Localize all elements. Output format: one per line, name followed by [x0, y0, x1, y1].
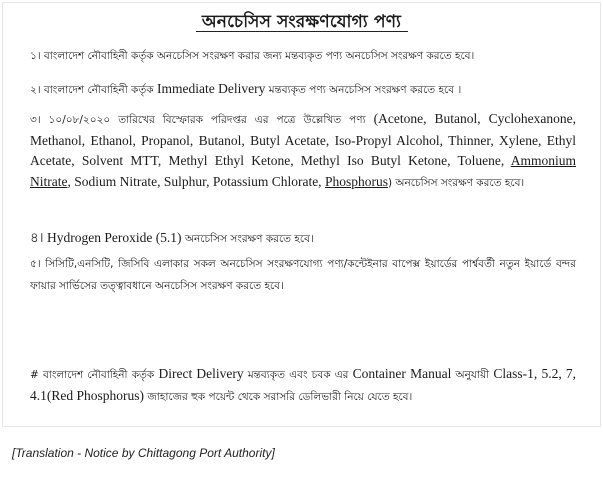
note-en-3: Class-1, 5.2, 7, 4.1(Red Phosphorus) — [30, 366, 577, 403]
item-3 — [30, 109, 576, 193]
item-2-pre: ২। বাংলাদেশ নৌবাহিনী কর্তৃক — [30, 84, 154, 96]
item-3-post: ) অনচেসিস সংরক্ষণ করতে হবে। — [387, 176, 525, 189]
note-mid-2: অনুযায়ী — [455, 369, 490, 381]
note-en-2: Container Manual — [352, 366, 452, 381]
delivery-note — [30, 364, 576, 407]
item-1 — [30, 45, 576, 67]
item-2-post: মন্তব্যকৃত পণ্য অনচেসিস সংরক্ষণ করতে হবে । — [268, 84, 462, 96]
note-pre: # বাংলাদেশ নৌবাহিনী কর্তৃক — [30, 369, 155, 381]
document-title: অনচেসিস সংরক্ষণযোগ্য পণ্য — [201, 12, 402, 32]
note-mid-1: মন্তব্যকৃত এবং চবক এর — [247, 369, 349, 381]
translation-caption: [Translation - Notice by Chittagong Port Authority] — [12, 446, 275, 460]
title-underline — [196, 31, 408, 32]
item-2 — [30, 79, 576, 101]
item-3-list-b: , Sodium Nitrate, Sulphur, Potassium Chlorate, — [67, 173, 322, 189]
item-1-text: ১। বাংলাদেশ নৌবাহিনী কর্তৃক অনচেসিস সংরক্ষণ করার জন্য মন্তব্যকৃত পণ্য অনচেসিস সংরক্ষণ করতে হবে। — [30, 50, 475, 62]
phosphorus: Phosphorus — [324, 173, 388, 189]
item-5-text: ৫। সিসিটি,এনসিটি, জিসিবি এলাকার সকল অনচেসিস সংরক্ষণযোগ্য পণ্য/কন্টেইনার বাপেক্স ইয়ার্ডের পার্শ্ববর্তী নতুন ইয়ার্ডে বন্দর ফায়ার সার্ভিসের তত্ত্বাবধানে অনচেসিস সংরক্ষণ করতে হবে। — [30, 258, 576, 292]
item-3-pre: ৩। ১০/০৮/২০২০ তারিখের বিস্ফোরক পরিদপ্তর এর পত্রে উল্লেখিত পণ্য — [30, 114, 366, 126]
item-4 — [30, 228, 576, 250]
item-4-post: অনচেসিস সংরক্ষণ করতে হবে। — [184, 233, 314, 245]
note-post: জাহাজের হুক পয়েন্ট থেকে সরাসরি ডেলিভারী নিয়ে যেতে হবে। — [147, 390, 413, 403]
note-en-1: Direct Delivery — [158, 366, 244, 381]
item-5 — [30, 253, 576, 296]
item-4-pre: ৪। Hydrogen Peroxide (5.1) — [30, 230, 182, 245]
item-3-list-a: (Acetone, Butanol, Cyclohexanone, Methanol, Ethanol, Propanol, Butanol, Butyl Acetate, Iso-Propyl Alcohol, Thinner, Xylene, Ethyl Acetate, Solvent MTT, Methyl Ethyl Ketone, Methyl Iso Butyl Ketone, Toluene, — [30, 111, 576, 168]
ammonium-nitrate: Ammonium Nitrate — [30, 153, 576, 189]
item-2-en: Immediate Delivery — [156, 81, 266, 96]
